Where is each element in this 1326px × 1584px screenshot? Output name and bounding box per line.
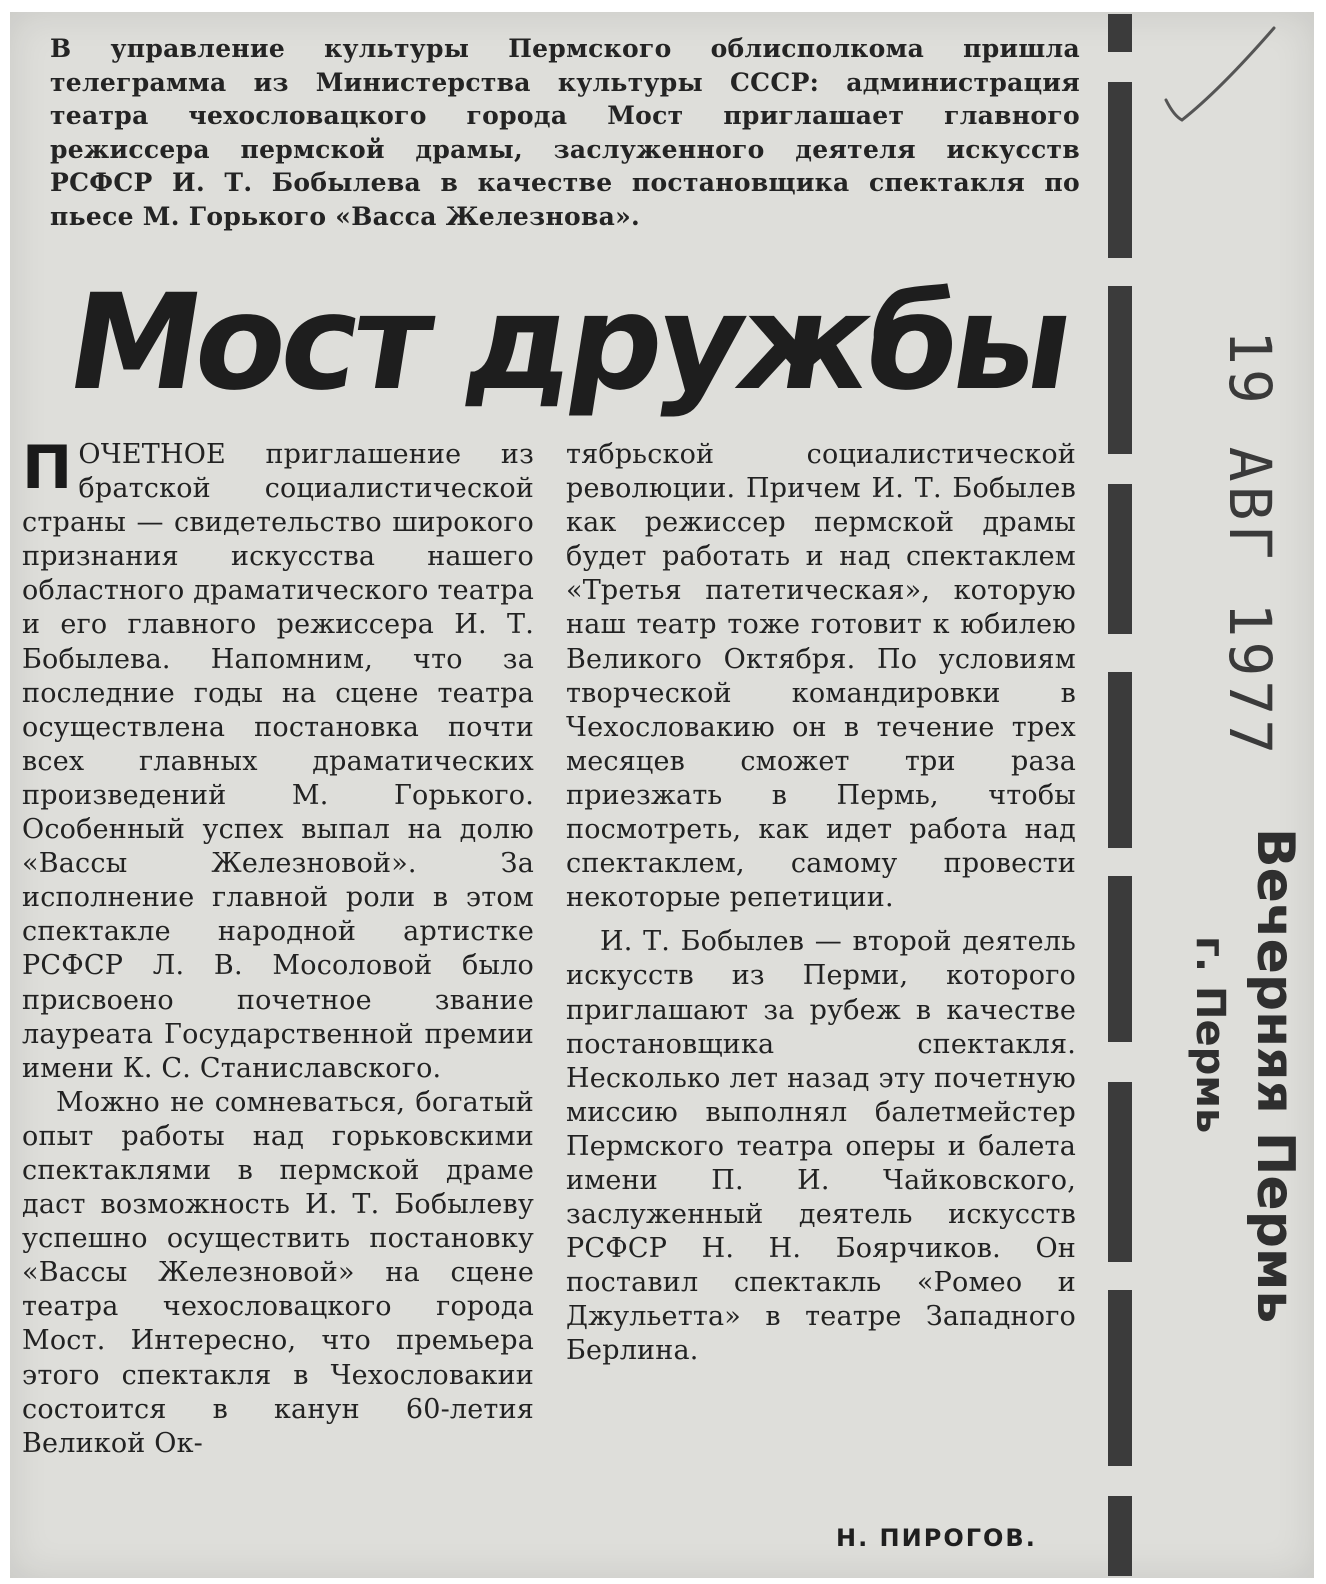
rule-segment bbox=[1108, 484, 1132, 634]
rule-segment bbox=[1108, 286, 1132, 454]
drop-cap: П bbox=[22, 433, 73, 503]
rule-segment bbox=[1108, 876, 1132, 1042]
lead-paragraph: В управление культуры Пермского облисполкома пришла телеграмма из Министерства культуры СССР: администрация театра чехословацкого города Мост приглашает главного режиссера пермской драмы, заслуженного деятеля искусств РСФСР И. Т. Бобылева в качестве постановщика спектакля по пьесе М. Горького «Васса Железнова». bbox=[50, 34, 1080, 231]
rule-segment bbox=[1108, 14, 1132, 52]
article-column-2 bbox=[566, 438, 1076, 1369]
rule-segment bbox=[1108, 82, 1132, 258]
article-paragraph: Можно не сомневаться, богатый опыт работы над горьковскими спектаклями в пермской драме даст возможность И. Т. Бобылеву успешно осуществить постановку «Вассы Железновой» на сцене театра чехословацкого города Мост. Интересно, что премьера этого спектакля в Чехословакии состоится в канун 60-летия Великой Ок- bbox=[22, 1086, 534, 1459]
newspaper-stamp: Вечерняя Пермь bbox=[1245, 828, 1305, 1324]
checkmark-pencil-mark bbox=[1160, 20, 1280, 130]
article-paragraph bbox=[22, 433, 534, 1086]
article-headline: Мост дружбы bbox=[57, 266, 1080, 420]
rule-segment bbox=[1108, 672, 1132, 848]
rule-segment bbox=[1108, 1496, 1132, 1576]
city-stamp: г. Пермь bbox=[1187, 936, 1233, 1134]
article-paragraph: И. Т. Бобылев — второй деятель искусств из Перми, которого приглашают за рубеж в качестве постановщика спектакля. Несколько лет назад эту почетную миссию выполнял балетмейстер Пермского театра оперы и балета имени П. И. Чайковского, заслуженный деятель искусств РСФСР Н. Н. Боярчиков. Он поставил спектакль «Ромео и Джульетта» в театре Западного Берлина. bbox=[566, 926, 1076, 1367]
paragraph-text: ОЧЕТНОЕ приглашение из братской социалистической страны — свидетельство широкого признания искусства нашего областного драматического театра и его главного режиссера И. Т. Бобылева. Напомним, что за последние годы на сцене театра осуществлена постановка почти всех главных драматических произведений М. Горького. Особенный успех выпал на долю «Вассы Железновой». За исполнение главной роли в этом спектакле народной артистке РСФСР Л. В. Мосоловой было присвоено почетное звание лауреата Государственной премии имени К. С. Станиславского. bbox=[22, 439, 534, 1084]
article-paragraph: тябрьской социалистической революции. Причем И. Т. Бобылев как режиссер пермской драмы будет работать и над спектаклем «Третья патетическая», которую наш театр тоже готовит к юбилею Великого Октября. По условиям творческой командировки в Чехословакию он в течение трех месяцев сможет три раза приезжать в Пермь, чтобы посмотреть, как идет работа над спектаклем, самому провести некоторые репетиции. bbox=[566, 439, 1076, 914]
rule-segment bbox=[1108, 1290, 1132, 1466]
date-stamp: 19 АВГ 1977 bbox=[1216, 330, 1284, 759]
rule-segment bbox=[1108, 1082, 1132, 1262]
article-column-1 bbox=[22, 433, 534, 1461]
author-signature: Н. ПИРОГОВ. bbox=[836, 1524, 1037, 1552]
